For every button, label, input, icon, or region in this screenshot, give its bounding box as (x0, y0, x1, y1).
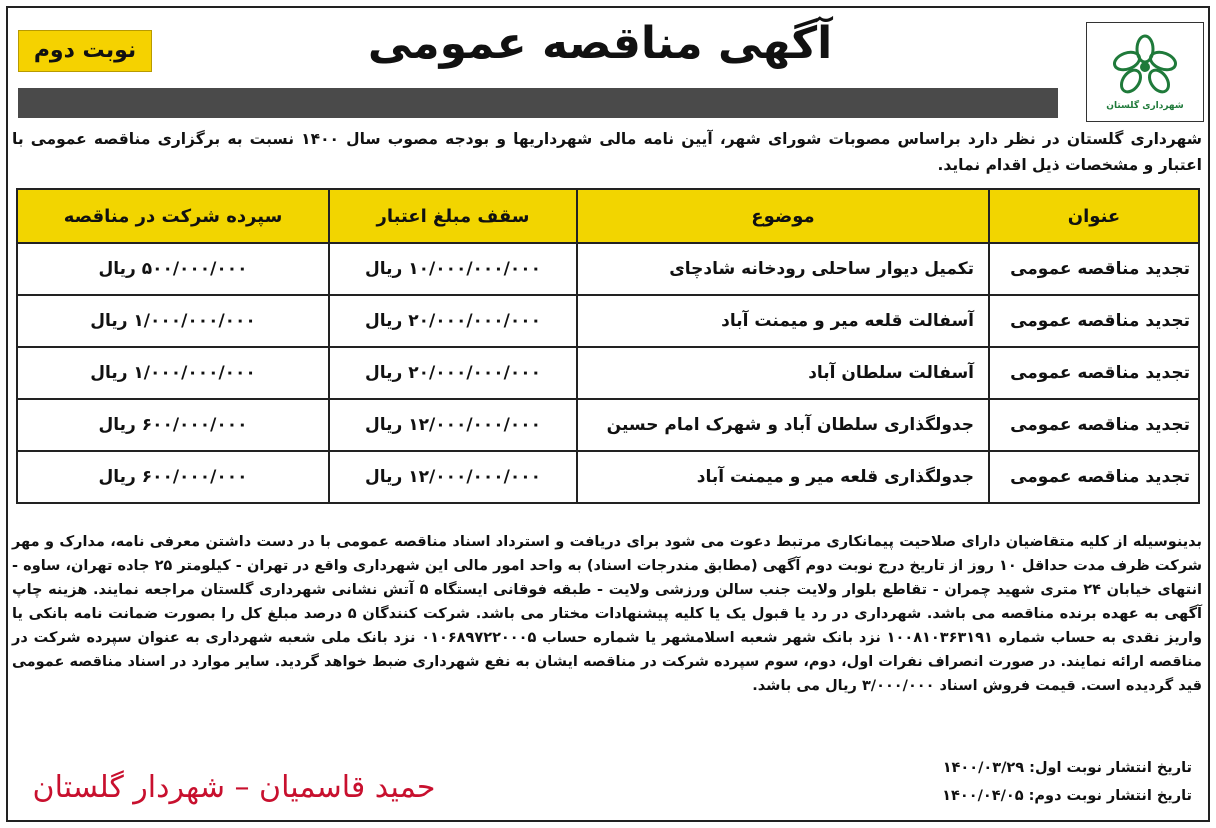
second-publication-date: تاریخ انتشار نوبت دوم: ۱۴۰۰/۰۴/۰۵ (942, 788, 1192, 804)
cell-budget: ۱۰/۰۰۰/۰۰۰/۰۰۰ ریال (329, 243, 577, 295)
header-subject: موضوع (577, 189, 989, 243)
cell-title: تجدید مناقصه عمومی (989, 243, 1199, 295)
logo-caption: شهرداری گلستان (1106, 101, 1184, 111)
cell-deposit: ۱/۰۰۰/۰۰۰/۰۰۰ ریال (17, 347, 329, 399)
cell-budget: ۱۲/۰۰۰/۰۰۰/۰۰۰ ریال (329, 399, 577, 451)
cell-subject: جدولگذاری قلعه میر و میمنت آباد (577, 451, 989, 503)
header-deposit: سپرده شرکت در مناقصه (17, 189, 329, 243)
cell-title: تجدید مناقصه عمومی (989, 399, 1199, 451)
page-title: آگهی مناقصه عمومی (367, 18, 833, 69)
first-publication-date: تاریخ انتشار نوبت اول: ۱۴۰۰/۰۳/۲۹ (942, 760, 1192, 776)
conditions-paragraph: بدینوسیله از کلیه متقاضیان دارای صلاحیت پیمانکاری مرتبط دعوت می شود برای دریافت و استرداد اسناد مناقصه عمومی با در دست داشتن معرفی نامه، مدارک و مهر شرکت ظرف مدت حداقل ۱۰ روز از تاریخ درج نوبت دوم آگهی (مطابق مندرجات اسناد) به واحد امور مالی این شهرداری واقع در تهران - کیلومتر ۲۵ جاده تهران، ساوه - انتهای خیابان ۲۴ متری شهید چمران - تقاطع بلوار ولایت جنب سالن ورزشی ولایت - طبقه فوقانی ایستگاه ۵ آتش نشانی شهرداری گلستان مراجعه نمایند. هزینه چاپ آگهی به عهده برنده مناقصه می باشد. شهرداری در رد یا قبول یک یا کلیه پیشنهادات مختار می باشد. شرکت کنندگان ۵ درصد مبلغ کل را بصورت ضمانت نامه بانکی یا واریز نقدی به حساب شماره ۱۰۰۸۱۰۳۶۳۱۹۱ نزد بانک شهر شعبه اسلامشهر یا شماره حساب ۰۱۰۶۸۹۷۲۲۰۰۰۵ نزد بانک ملی شعبه شهرداری به عنوان سپرده شرکت در مناقصه ارائه نمایند. در صورت انصراف نفرات اول، دوم، سوم سپرده شرکت در مناقصه ایشان به نفع شهرداری ضبط خواهد گردید. سایر موارد در اسناد مناقصه عمومی قید گردیده است. قیمت فروش اسناد ۳/۰۰۰/۰۰۰ ریال می باشد. (12, 534, 1202, 694)
cell-subject: آسفالت سلطان آباد (577, 347, 989, 399)
cell-deposit: ۶۰۰/۰۰۰/۰۰۰ ریال (17, 451, 329, 503)
header-divider-bar (18, 88, 1058, 118)
table-row (17, 243, 1199, 295)
cell-title: تجدید مناقصه عمومی (989, 347, 1199, 399)
cell-title: تجدید مناقصه عمومی (989, 451, 1199, 503)
cell-title: تجدید مناقصه عمومی (989, 295, 1199, 347)
table-row (17, 295, 1199, 347)
cell-budget: ۲۰/۰۰۰/۰۰۰/۰۰۰ ریال (329, 295, 577, 347)
flower-logo-icon (1105, 33, 1185, 99)
municipality-logo (1086, 22, 1204, 122)
table-row (17, 347, 1199, 399)
cell-subject: آسفالت قلعه میر و میمنت آباد (577, 295, 989, 347)
cell-deposit: ۵۰۰/۰۰۰/۰۰۰ ریال (17, 243, 329, 295)
cell-budget: ۱۲/۰۰۰/۰۰۰/۰۰۰ ریال (329, 451, 577, 503)
cell-deposit: ۶۰۰/۰۰۰/۰۰۰ ریال (17, 399, 329, 451)
round-badge: نوبت دوم (18, 30, 152, 72)
publication-dates (792, 754, 1192, 810)
cell-deposit: ۱/۰۰۰/۰۰۰/۰۰۰ ریال (17, 295, 329, 347)
cell-subject: تکمیل دیوار ساحلی رودخانه شادچای (577, 243, 989, 295)
table-row (17, 451, 1199, 503)
table-header-row (17, 189, 1199, 243)
mayor-signature: حمید قاسمیان – شهردار گلستان (32, 770, 436, 805)
cell-budget: ۲۰/۰۰۰/۰۰۰/۰۰۰ ریال (329, 347, 577, 399)
header-title: عنوان (989, 189, 1199, 243)
table-row (17, 399, 1199, 451)
intro-paragraph: شهرداری گلستان در نظر دارد براساس مصوبات شورای شهر، آیین نامه مالی شهرداریها و بودجه مصوب سال ۱۴۰۰ نسبت به برگزاری مناقصه عمومی با اعتبار و مشخصات ذیل اقدام نماید. (12, 130, 1202, 174)
cell-subject: جدولگذاری سلطان آباد و شهرک امام حسین (577, 399, 989, 451)
tender-table (16, 188, 1200, 504)
header-budget: سقف مبلغ اعتبار (329, 189, 577, 243)
